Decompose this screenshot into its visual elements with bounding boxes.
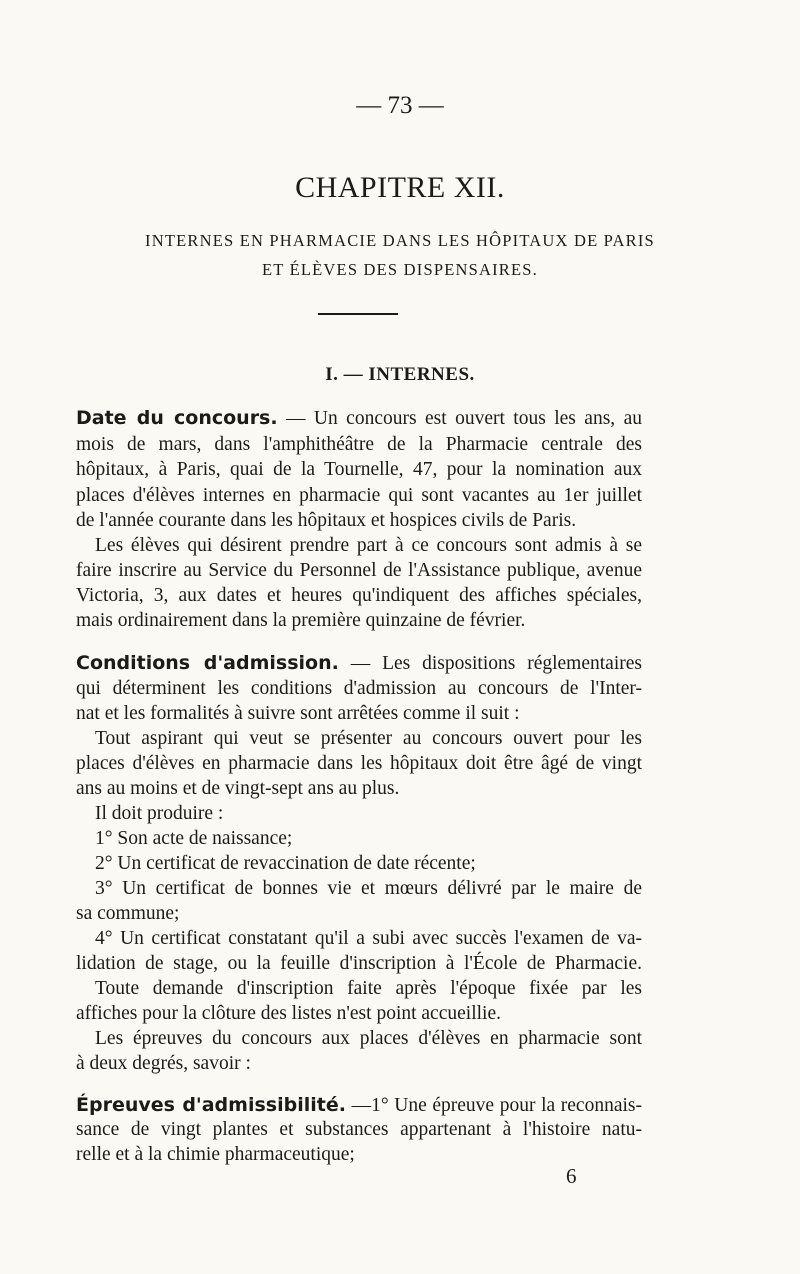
- list-item: 1° Son acte de naissance;: [95, 828, 293, 849]
- paragraph-line: Tout aspirant qui veut se présenter au concours ouvert pour les: [95, 728, 642, 749]
- date-concours-heading: Date du concours.: [76, 407, 278, 429]
- paragraph-line: mais ordinairement dans la première quinzaine de février.: [76, 610, 526, 631]
- paragraph-line: [76, 406, 642, 430]
- signature-mark: 6: [566, 1164, 577, 1188]
- paragraph-line: affiches pour la clôture des listes n'est point accueillie.: [76, 1003, 501, 1024]
- paragraph-line: sance de vingt plantes et substances appartenant à l'histoire natu-: [76, 1119, 642, 1140]
- text-run: —1° Une épreuve pour la reconnais-: [351, 1095, 642, 1116]
- paragraph-line: nat et les formalités à suivre sont arrêtées comme il suit :: [76, 703, 520, 724]
- paragraph-line: de l'année courante dans les hôpitaux et hospices civils de Paris.: [76, 510, 577, 531]
- text-run: — Les dispositions réglementaires: [350, 653, 642, 674]
- chapter-title: CHAPITRE XII.: [295, 171, 505, 204]
- paragraph-line: [76, 651, 642, 675]
- paragraph-line: ans au moins et de vingt-sept ans au plus.: [76, 778, 400, 799]
- paragraph-line: Il doit produire :: [95, 803, 224, 824]
- paragraph-line: qui déterminent les conditions d'admission au concours de l'Inter-: [76, 678, 642, 699]
- chapter-subtitle-line-2: ET ÉLÈVES DES DISPENSAIRES.: [262, 260, 538, 279]
- paragraph-line: lidation de stage, ou la feuille d'inscription à l'École de Pharmacie.: [76, 953, 642, 974]
- chapter-subtitle-line-1: INTERNES EN PHARMACIE DANS LES HÔPITAUX DE PARIS: [145, 231, 655, 250]
- paragraph-line: mois de mars, dans l'amphithéâtre de la Pharmacie centrale des: [76, 434, 642, 455]
- list-item: 3° Un certificat de bonnes vie et mœurs délivré par le maire de: [95, 878, 642, 899]
- text-run: — Un concours est ouvert tous les ans, au: [286, 408, 643, 429]
- paragraph-line: [76, 1093, 642, 1117]
- paragraph-line: hôpitaux, à Paris, quai de la Tournelle, 47, pour la nomination aux: [76, 459, 642, 480]
- list-item: 2° Un certificat de revaccination de date récente;: [95, 853, 476, 874]
- paragraph-line: Les élèves qui désirent prendre part à ce concours sont admis à se: [95, 535, 642, 556]
- paragraph-line: places d'élèves en pharmacie dans les hôpitaux doit être âgé de vingt: [76, 753, 642, 774]
- paragraph-line: places d'élèves internes en pharmacie qui sont vacantes au 1er juillet: [76, 485, 642, 506]
- paragraph-line: relle et à la chimie pharmaceutique;: [76, 1144, 355, 1165]
- conditions-heading: Conditions d'admission.: [76, 652, 339, 674]
- paragraph-line: à deux degrés, savoir :: [76, 1053, 251, 1074]
- paragraph-line: Toute demande d'inscription faite après l'époque fixée par les: [95, 978, 642, 999]
- divider-rule: [318, 313, 398, 315]
- paragraph-line: Victoria, 3, aux dates et heures qu'indiquent des affiches spéciales,: [76, 585, 642, 606]
- paragraph-line: Les épreuves du concours aux places d'élèves en pharmacie sont: [95, 1028, 642, 1049]
- epreuves-heading: Épreuves d'admissibilité.: [76, 1094, 346, 1116]
- paragraph-line: sa commune;: [76, 903, 180, 924]
- list-item: 4° Un certificat constatant qu'il a subi avec succès l'examen de va-: [95, 928, 642, 949]
- paragraph-line: faire inscrire au Service du Personnel de l'Assistance publique, avenue: [76, 560, 642, 581]
- section-title: I. — INTERNES.: [325, 364, 475, 385]
- page-number: — 73 —: [356, 92, 444, 119]
